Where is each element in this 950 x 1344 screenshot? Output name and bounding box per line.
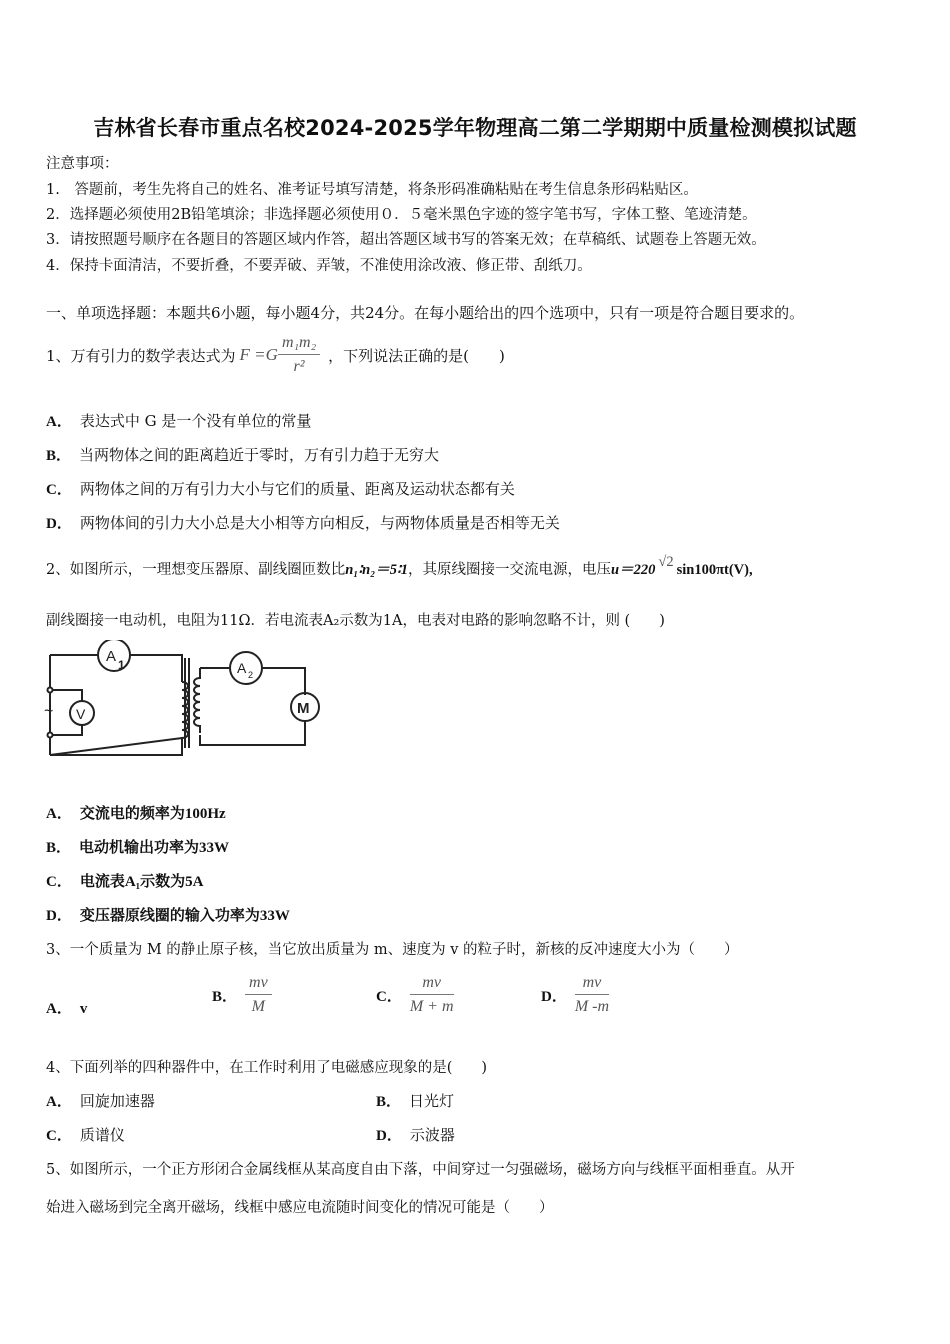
q2-option-b: B． 电动机输出功率为33W [46,840,230,856]
q1-option-a: A． 表达式中 G 是一个没有单位的常量 [46,412,312,430]
question-2-stem-line2: 副线圈接一电动机，电阻为11Ω．若电流表A₂示数为1A，电表对电路的影响忽略不计，则 ( ) [46,613,665,629]
q1-stem-before: 1、万有引力的数学表达式为 [46,346,236,365]
q1-option-b: B． 当两物体之间的距离趋近于零时，万有引力趋于无穷大 [46,446,440,464]
q4-option-b: B． 日光灯 [376,1092,455,1110]
section-heading: 一、单项选择题：本题共6小题，每小题4分，共24分。在每小题给出的四个选项中，只有一项是符合题目要求的。 [46,304,805,322]
a2-label: A [237,660,247,676]
question-5-stem-line2: 始进入磁场到完全离开磁场，线框中感应电流随时间变化的情况可能是（ ） [46,1200,554,1216]
a2-sub-label: 2 [248,670,254,680]
question-2-stem-line1: 2、如图所示，一理想变压器原、副线圈匝数比n₁∶n₂＝5∶1，其原线圈接一交流电源，电压u＝220 √2 sin100πt(V), [46,554,753,578]
q1-formula-fraction [278,334,320,376]
a1-label: A [106,648,117,665]
ac-source-symbol: ~ [44,703,54,720]
q4-option-a: A． 回旋加速器 [46,1092,155,1110]
q3-option-b: B． $\frac{mv}{M}$ [212,970,272,1020]
m-label: M [297,700,310,717]
q1-formula-den: r² [293,358,305,375]
question-5-stem-line1: 5、如图所示，一个正方形闭合金属线框从某高度自由下落，中间穿过一匀强磁场，磁场方向与线框平面相垂直。从开 [46,1162,795,1178]
q1-stem-after: ，下列说法正确的是( ) [328,346,505,365]
q3-option-a: A． v [46,1001,88,1017]
q2-option-c: C． 电流表A₁示数为5A [46,874,204,890]
secondary-coil [194,668,200,733]
a1-sub-label: 1 [118,658,125,672]
note-item: 1. 答题前，考生先将自己的姓名、准考证号填写清楚，将条形码准确粘贴在考生信息条形码粘贴区。 [46,182,698,198]
q1-option-c: C． 两物体之间的万有引力大小与它们的质量、距离及运动状态都有关 [46,480,515,498]
question-1-stem [46,330,505,380]
question-3-stem: 3、一个质量为 M 的静止原子核，当它放出质量为 m、速度为 v 的粒子时，新核的反冲速度大小为（ ） [46,942,739,958]
q1-option-d: D． 两物体间的引力大小总是大小相等方向相反，与两物体质量是否相等无关 [46,514,560,532]
q2-option-d: D． 变压器原线圈的输入功率为33W [46,908,290,924]
notes-heading: 注意事项： [46,156,119,172]
note-item: 2．选择题必须使用2B铅笔填涂；非选择题必须使用０．５毫米黑色字迹的签字笔书写，字体工整、笔迹清楚。 [46,207,757,223]
q3-option-c: C． $\frac{mv}{M + m}$ [376,974,454,1015]
v-label: V [76,706,86,722]
q3-option-d: D． $\frac{mv}{M -m}$ [541,974,610,1015]
q2-option-a: A． 交流电的频率为100Hz [46,806,226,822]
question-4-stem: 4、下面列举的四种器件中，在工作时利用了电磁感应现象的是( ) [46,1060,488,1076]
q1-formula-lhs: F =G [239,345,278,364]
q4-option-d: D． 示波器 [376,1126,455,1144]
page-title: 吉林省长春市重点名校2024-2025学年物理高二第二学期期中质量检测模拟试题 [93,116,857,140]
transformer-circuit-diagram [40,640,330,765]
note-item: 4．保持卡面清洁，不要折叠，不要弄破、弄皱，不准使用涂改液、修正带、刮纸刀。 [46,258,592,274]
q1-formula-num: m₁m₂ [278,334,320,355]
note-item: 3．请按照题号顺序在各题目的答题区域内作答，超出答题区域书写的答案无效；在草稿纸、试题卷上答题无效。 [46,232,766,248]
q4-option-c: C． 质谱仪 [46,1126,125,1144]
